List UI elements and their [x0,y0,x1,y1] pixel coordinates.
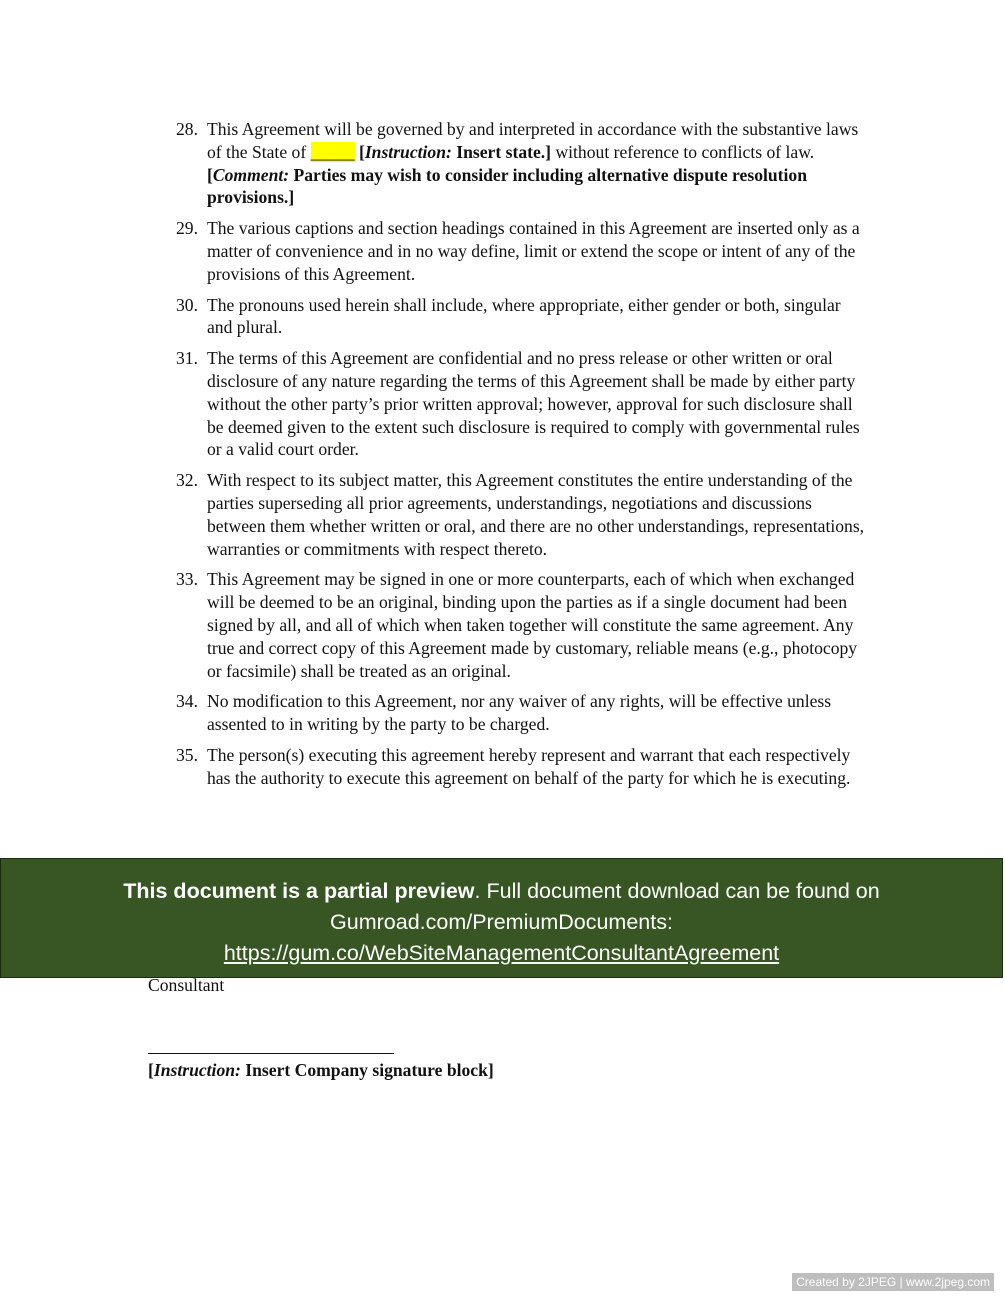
instruction-label: Instruction: [153,1060,241,1080]
instruction-text: Insert state.] [451,141,552,162]
instruction-text: Insert Company signature block] [240,1060,494,1080]
state-blank-field[interactable]: _____ [310,141,355,162]
clause-text: No modification to this Agreement, nor any waiver of any rights, will be effective unless assented to in writing by the party to be charged. [207,691,832,735]
clause-28 [176,118,866,209]
clause-35 [176,744,866,790]
download-link[interactable]: https://gum.co/WebSiteManagementConsultantAgreement [223,941,780,965]
comment-open: [ [207,164,213,185]
clause-text: With respect to its subject matter, this Agreement constitutes the entire understanding of the parties superseding all prior agreements, understandings, negotiations and discussions between them whether written or oral, and there are no other understandings, representations, warranties or commitments with respect thereto. [207,470,865,559]
clause-text: This Agreement may be signed in one or more counterparts, each of which when exchanged will be deemed to be an original, binding upon the parties as if a single document had been signed by all, and all of which when taken together will constitute the same agreement. Any true and correct copy of this Agreement made by customary, reliable means (e.g., photocopy or facsimile) shall be treated as an original. [207,569,858,681]
instruction-open: [ [358,141,365,162]
comment-text: Parties may wish to consider including alternative dispute resolution provisions.] [207,164,807,208]
clause-number: 29. [176,218,198,239]
instruction-label: Instruction: [364,141,452,162]
banner-bold-text: This document is a partial preview [123,879,475,903]
clause-number: 30. [176,294,198,315]
clause-text: The person(s) executing this agreement hereby represent and warrant that each respectively has the authority to execute this agreement on behalf of the party for which he is executing. [207,744,851,788]
clause-number: 35. [176,744,198,765]
clause-number: 32. [176,470,198,491]
clause-number: 34. [176,691,198,712]
banner-line-2: Gumroad.com/PremiumDocuments: [330,910,673,934]
banner-line-1 [1,876,1002,907]
banner-rest-text: . Full document download can be found on [474,879,880,903]
signature-line [148,1053,394,1054]
watermark: Created by 2JPEG | www.2jpeg.com [792,1273,994,1291]
clause-33 [176,568,866,682]
clause-number: 28. [176,119,198,139]
clause-number: 31. [176,348,198,369]
clause-32 [176,469,866,560]
clause-text: The various captions and section headings contained in this Agreement are inserted only as a matter of convenience and in no way define, limit or extend the scope or intent of any of the provisions of this Agreement. [207,218,860,284]
clause-text: This Agreement will be governed by and interpreted in accordance with the substantive laws of the State of [207,119,859,162]
comment-label: Comment: [212,164,290,185]
clause-31 [176,347,866,461]
clause-29 [176,217,866,285]
clause-text: The pronouns used herein shall include, where appropriate, either gender or both, singular and plural. [207,294,841,338]
clauses-list [176,118,866,798]
clause-text: The terms of this Agreement are confidential and no press release or other written or oral disclosure of any nature regarding the terms of this Agreement shall be made by either party without the other party’s prior written approval; however, approval for such disclosure shall be deemed given to the extent such disclosure is required to comply with governmental rules or a valid court order. [207,348,860,460]
clause-text: without reference to conflicts of law. [551,141,815,162]
company-signature-instruction [148,1060,494,1081]
bracket: [ [148,1060,154,1080]
clause-30 [176,294,866,340]
preview-banner [0,858,1003,978]
clause-number: 33. [176,569,198,590]
consultant-label: Consultant [148,975,225,995]
clause-34 [176,690,866,736]
